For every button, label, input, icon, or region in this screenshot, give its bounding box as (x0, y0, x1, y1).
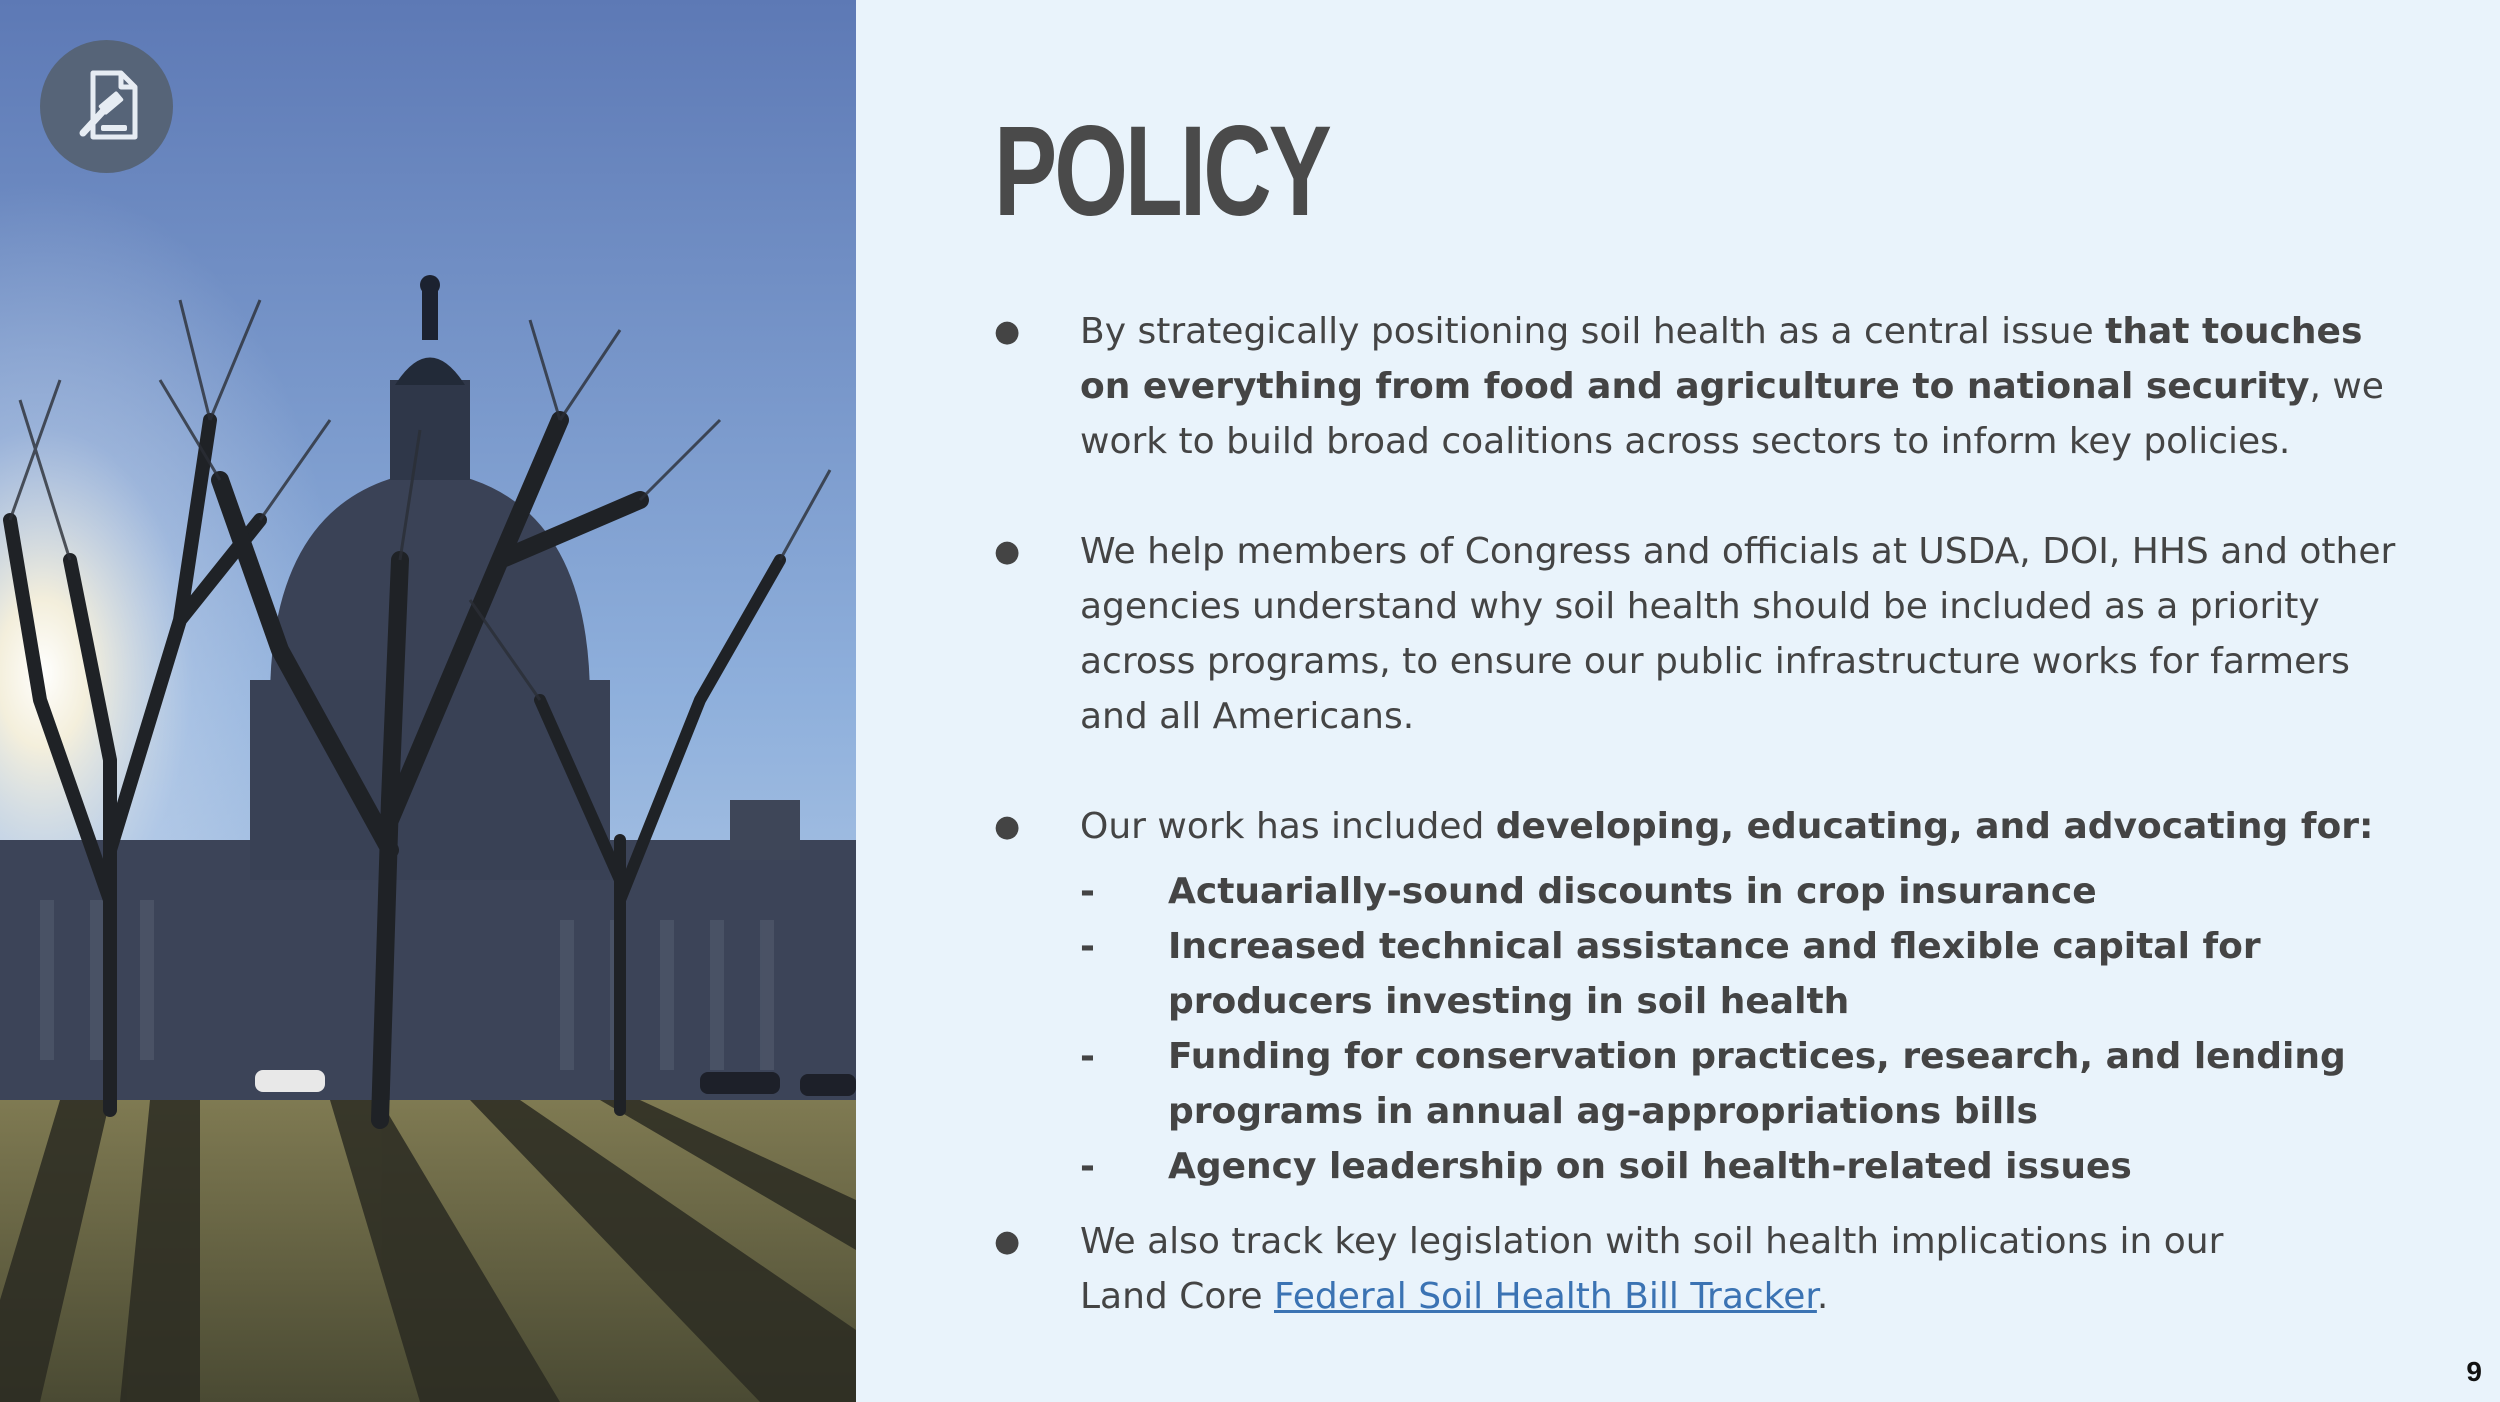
policy-badge (40, 40, 173, 173)
slide-title: POLICY (994, 100, 1329, 243)
bullet-dot: ● (994, 809, 1021, 844)
sub-list (1080, 864, 2414, 1194)
bullet-dot: ● (994, 1224, 1021, 1259)
capitol-photo (0, 0, 856, 1402)
bullet-list (994, 304, 2414, 1324)
bullet-bold-text: developing, educating, and advocating for: (1495, 806, 2374, 847)
dash-marker: - (1080, 871, 1095, 912)
bullet-text: , we work to build broad coalitions across sectors to inform key policies. (1080, 366, 2384, 462)
sub-item-text: Actuarially-sound discounts in crop insurance (1168, 871, 2097, 912)
bullet-our-work (994, 799, 2414, 1194)
bullet-bold-text: that touches on everything from food and agriculture to national security (1080, 311, 2363, 407)
dash-marker: - (1080, 1146, 1095, 1187)
sub-item-text: Agency leadership on soil health-related issues (1168, 1146, 2132, 1187)
sub-item-text: Increased technical assistance and flexible capital for producers investing in soil health (1168, 926, 2261, 1022)
sub-item-crop-insurance (1080, 864, 2414, 919)
bullet-text: Our work has included (1080, 806, 1496, 847)
bullet-congress (994, 524, 2414, 744)
bullet-text: . (1816, 1276, 1829, 1317)
gavel-document-icon (65, 63, 149, 151)
bullet-dot: ● (994, 314, 1021, 349)
bullet-bill-tracker (994, 1214, 2414, 1324)
spacer (994, 469, 2414, 524)
spacer (994, 744, 2414, 799)
bill-tracker-link[interactable]: Federal Soil Health Bill Tracker (1274, 1276, 1817, 1317)
bullet-text: We help members of Congress and officials at USDA, DOI, HHS and other agencies understand why soil health should be included as a priority across programs, to ensure our public infrastructure works for farmers and all Americans. (1080, 531, 2396, 737)
spacer (994, 1194, 2414, 1214)
bullet-dot: ● (994, 534, 1021, 569)
sub-item-funding (1080, 1029, 2414, 1139)
dash-marker: - (1080, 1036, 1095, 1077)
bullet-coalitions (994, 304, 2414, 469)
sub-item-agency-leadership (1080, 1139, 2414, 1194)
page-number: 9 (2466, 1356, 2482, 1387)
bullet-text: By strategically positioning soil health as a central issue (1080, 311, 2106, 352)
sub-item-text: Funding for conservation practices, research, and lending programs in annual ag-appropriations bills (1168, 1036, 2346, 1132)
bullet-text: We also track key legislation with soil health implications in our Land Core (1080, 1221, 2224, 1317)
dash-marker: - (1080, 926, 1095, 967)
sub-item-technical-assistance (1080, 919, 2414, 1029)
